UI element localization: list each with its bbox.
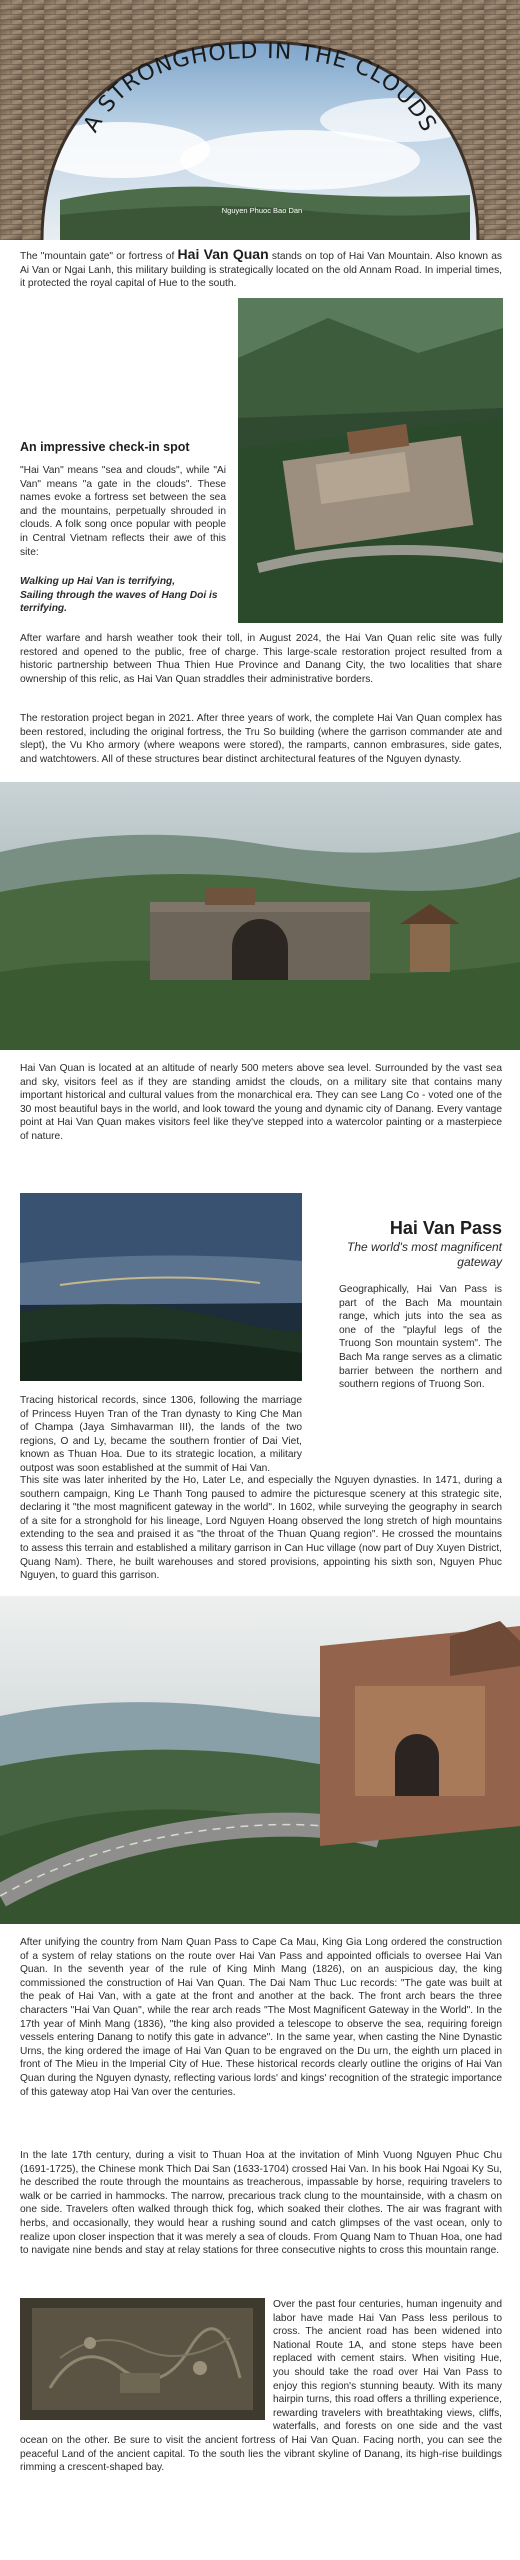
project-paragraph: The restoration project began in 2021. After three years of work, the complete Hai Van Quan complex has been restored, including the original fortress, the Tru So building (where the garrison commander ate and slept), the Vu Kho armory (where weapons were stored), the ramparts, cannon embrasures, side gates, and watchtowers. All of these structures bear distinct architectural features of the Nguyen dynasty.	[20, 713, 502, 765]
checkin-paragraph: "Hai Van" means "sea and clouds", while "Ai Van" means "a gate in the clouds". These names evoke a fortress set between the sea and the mountains, perpetually shrouded in clouds. A folk song once popular with people in Central Vietnam reflects their awe of this site:	[20, 465, 226, 558]
hero-photo	[0, 0, 520, 240]
folk-song-verse: Walking up Hai Van is terrifying, Sailing through the waves of Hang Doi is terrifying.	[20, 576, 218, 615]
modern-paragraph: Over the past four centuries, human ingenuity and labor have made Hai Van Pass less perilous to cross. The ancient road has been widened into National Route 1A, and stone steps have been replaced with cement stairs. When visiting Hue, you should take the road over Hai Van Pass to enjoy this region's stunning beauty. With its many hairpin turns, this road offers a thrilling experience, rewarding travelers with breathtaking views, cliffs, waterfalls, and forests on one side and the vast ocean on the other. Be sure to visit the ancient fortress of Hai Van Quan. Facing north, you can see the peaceful Land of the ancient capital. To the south lies the vibrant skyline of Danang, its high-rise buildings rimming a crescent-shaped bay.	[20, 2299, 502, 2474]
pass-road-photo	[0, 1596, 520, 1924]
hero-title	[0, 0, 520, 240]
photo-credit: Nguyen Phuoc Bao Dan	[221, 206, 303, 215]
history-paragraph-a: Tracing historical records, since 1306, following the marriage of Princess Huyen Tran of the Tran dynasty to King Che Man of Champa (Jaya Simhavarman III), the lands of the two regions, O and Ly, became the southern frontier of Dai Viet, known as Thuan Hoa. Due to its strategic location, a military outpost was soon established at the summit of Hai Van.	[20, 1395, 302, 1474]
pass-night-photo	[20, 1193, 302, 1381]
pass-subheading: The world's most magnificent gateway	[346, 1240, 502, 1269]
altitude-paragraph: Hai Van Quan is located at an altitude of nearly 500 meters above sea level. Surrounded by the vast sea and sky, visitors feel as if they are standing amidst the clouds, on a military site that contains many important historical and cultural values from the monarchical era. They can see Lang Co - voted one of the 30 most beautiful bays in the world, and look toward the young and dynamic city of Danang. Every vantage point at Hai Van Quan makes visitors feel like they've stepped into a watercolor painting or a masterpiece of nature.	[20, 1063, 502, 1142]
checkin-heading: An impressive check-in spot	[20, 440, 190, 454]
intro-name: Hai Van Quan	[177, 246, 269, 262]
history-paragraph-b: This site was later inherited by the Ho, Later Le, and especially the Nguyen dynasties. In 1471, during a southern campaign, King Le Thanh Tong paused to admire the picturesque scenery at this strategic site, declaring it "the most magnificent gateway in the world". In 1602, while surveying the geography in search of a site for a stronghold for his lineage, Lord Nguyen Hoang observed the long stretch of high mountains extending to the sea and praised it as "the throat of the Thuan Quang region". He crossed the mountains to assess this terrain and established a military garrison in Can Huc village (now part of Duy Xuyen District, Quang Nam). There, he built warehouses and stored provisions, appointing his sixth son, Nguyen Phuc Nguyen, to guard this garrison.	[20, 1475, 502, 1582]
restoration-paragraph: After warfare and harsh weather took their toll, in August 2024, the Hai Van Quan relic site was fully restored and opened to the public, free of charge. This large-scale restoration project resulted from a historic partnership between Thua Thien Hue Province and Danang City, the two localities that share ownership of this relic, as Hai Van Quan straddles their administrative borders.	[20, 633, 502, 685]
gia-long-paragraph: After unifying the country from Nam Quan Pass to Cape Ca Mau, King Gia Long ordered the construction of a system of relay stations on the route over Hai Van Pass and appointed officials to oversee Hai Van Quan. In the seventh year of the rule of King Minh Mang (1826), on an auspicious day, the king commissioned the construction of Hai Van Quan. The Dai Nam Thuc Luc records: "The gate was built at the peak of Hai Van, with a gate at the front and another at the back. The front arch bears the three characters "Hai Van Quan", while the rear arch reads "The Most Magnificent Gateway in the World". In the 17th year of Minh Mang (1836), "the king also provided a telescope to observe the sea, requiring foreign vessels entering Danang to notify this gate in advance". In the same year, when casting the Nine Dynastic Urns, the king ordered the image of Hai Van Quan to be engraved on the Du urn, the eighth urn placed in front of The Mieu in the Imperial City of Hue. These historical records clearly outline the origins of Hai Van Quan during the Nguyen dynasty, reflecting various lords' and kings' recognition of the strategic importance of this gateway atop Hai Van over the centuries.	[20, 1937, 502, 2098]
intro-paragraph: The "mountain gate" or fortress of Hai Van Quan stands on top of Hai Van Mountain. Also known as Ai Van or Ngai Lanh, this military building is strategically located on the old Annam Road. In imperial times, it protected the royal capital of Hue to the south.	[20, 246, 503, 290]
monk-paragraph: In the late 17th century, during a visit to Thuan Hoa at the invitation of Minh Vuong Nguyen Phuc Chu (1691-1725), the Chinese monk Thich Dai San (1633-1704) crossed Hai Van. In his book Hai Ngoai Ky Su, he described the route through the mountains as treacherous, impassable by horse, requiring travelers to walk or be carried in hammocks. The narrow, precarious track clung to the mountainside, with a chasm on one side. Travelers often walked through thick fog, which soaked their clothes. The air was fragrant with herbs, and occasionally, they would hear a rushing sound and catch glimpses of the vast ocean, only to realize upon closer inspection that it was merely a sea of clouds. From Quang Nam to Thuan Hoa, one had to navigate nine bends and stay at relay stations for three consecutive nights to cross this mountain range.	[20, 2150, 502, 2257]
fortress-aerial-photo	[238, 298, 503, 623]
pass-heading: Hai Van Pass	[389, 1218, 502, 1238]
geography-paragraph: Geographically, Hai Van Pass is part of the Bach Ma mountain range, which juts into the sea as one of the "playful legs of the Truong Son mountain system". The Bach Ma range serves as a climatic barrier between the northern and southern regions of Truong Son.	[339, 1284, 502, 1391]
fortress-gate-photo	[0, 782, 520, 1050]
svg-text:A STRONGHOLD IN THE CLOUDS: A STRONGHOLD IN THE CLOUDS	[78, 38, 442, 137]
